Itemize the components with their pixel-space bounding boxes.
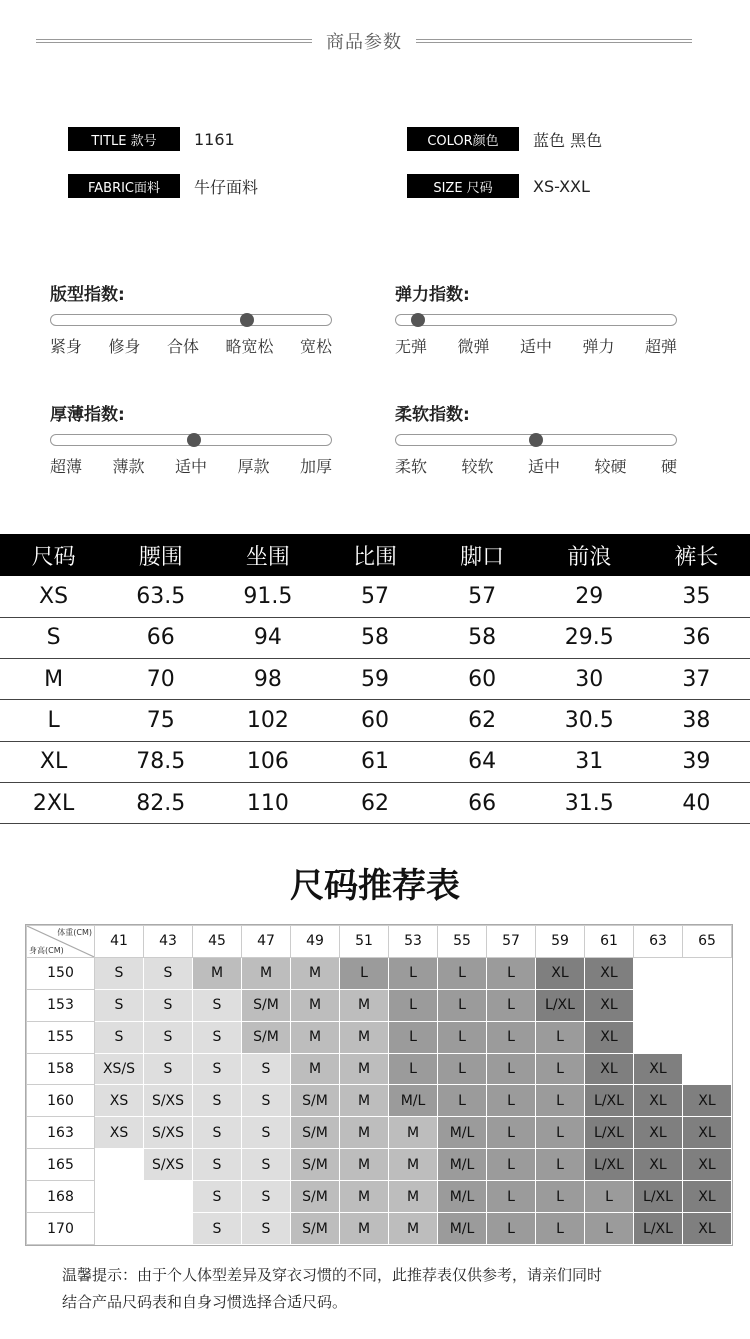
size-suggestion-cell: S	[242, 1213, 291, 1245]
size-suggestion-cell: M/L	[389, 1085, 438, 1117]
weight-header-cell: 65	[683, 926, 732, 958]
size-cell: 60	[321, 700, 428, 741]
size-suggestion-cell: L/XL	[536, 989, 585, 1021]
size-cell: 70	[107, 659, 214, 700]
size-suggestion-cell: S/M	[291, 1149, 340, 1181]
size-suggestion-cell	[634, 989, 683, 1021]
size-suggestion-cell: S	[193, 1085, 242, 1117]
size-suggestion-cell: L	[389, 957, 438, 989]
size-suggestion-cell: L	[536, 1085, 585, 1117]
weight-header-cell: 49	[291, 926, 340, 958]
size-cell: 30	[536, 659, 643, 700]
size-suggestion-cell: S/M	[291, 1117, 340, 1149]
size-suggestion-cell	[95, 1149, 144, 1181]
table-row	[0, 741, 750, 782]
size-header-cell: 坐围	[214, 534, 321, 576]
weight-header-cell: 63	[634, 926, 683, 958]
size-suggestion-cell: S	[193, 1149, 242, 1181]
index-option: 微弹	[457, 337, 490, 356]
index-option: 加厚	[299, 457, 332, 476]
size-suggestion-cell: XS	[95, 1085, 144, 1117]
size-cell: 57	[429, 576, 536, 617]
size-suggestion-cell: L	[487, 1181, 536, 1213]
size-cell: 110	[214, 782, 321, 823]
param-size	[407, 174, 590, 198]
tip-line-2: 结合产品尺码表和自身习惯选择合适尺码。	[62, 1293, 348, 1311]
size-cell: 82.5	[107, 782, 214, 823]
size-suggestion-cell: L/XL	[634, 1181, 683, 1213]
size-suggestion-cell: XL	[585, 989, 634, 1021]
size-cell: 75	[107, 700, 214, 741]
index-label: 弹力指数:	[395, 285, 470, 305]
size-suggestion-cell: M	[340, 1021, 389, 1053]
size-cell: 37	[643, 659, 750, 700]
size-suggestion-cell: M/L	[438, 1213, 487, 1245]
size-suggestion-cell: XL	[683, 1149, 732, 1181]
size-cell: 36	[643, 617, 750, 658]
param-value: 1161	[194, 129, 235, 149]
size-cell: 106	[214, 741, 321, 782]
index-label: 版型指数:	[50, 285, 125, 305]
index-options	[395, 334, 677, 357]
size-suggestion-cell: L	[536, 1021, 585, 1053]
size-suggestion-cell: L	[438, 989, 487, 1021]
size-header-cell: 裤长	[643, 534, 750, 576]
recommend-table-wrapper	[25, 924, 733, 1246]
size-header-cell: 比围	[321, 534, 428, 576]
size-suggestion-cell: M	[291, 1053, 340, 1085]
weight-header-cell: 61	[585, 926, 634, 958]
table-row	[0, 700, 750, 741]
size-suggestion-cell: L	[585, 1181, 634, 1213]
size-suggestion-cell	[144, 1181, 193, 1213]
param-value: 蓝色 黑色	[533, 130, 603, 150]
size-suggestion-cell	[634, 957, 683, 989]
param-style-no	[68, 127, 235, 151]
fit-index	[50, 280, 332, 357]
table-row	[0, 617, 750, 658]
weight-header-cell: 53	[389, 926, 438, 958]
index-option: 厚款	[237, 457, 270, 476]
size-cell: 35	[643, 576, 750, 617]
size-suggestion-cell	[683, 1053, 732, 1085]
size-suggestion-cell: S	[242, 1181, 291, 1213]
size-cell: 29.5	[536, 617, 643, 658]
size-cell: 60	[429, 659, 536, 700]
size-suggestion-cell: L	[340, 957, 389, 989]
size-suggestion-cell: L	[438, 957, 487, 989]
table-row	[27, 1149, 732, 1181]
table-row	[27, 1117, 732, 1149]
size-cell: 61	[321, 741, 428, 782]
height-cell: 163	[27, 1117, 95, 1149]
weight-header-cell: 47	[242, 926, 291, 958]
size-suggestion-cell: L	[487, 1085, 536, 1117]
size-suggestion-cell: L	[438, 1085, 487, 1117]
size-cell: 31	[536, 741, 643, 782]
weight-header-cell: 51	[340, 926, 389, 958]
size-suggestion-cell: M	[389, 1213, 438, 1245]
size-suggestion-cell: S	[144, 1021, 193, 1053]
stretch-index	[395, 280, 677, 357]
section-header	[36, 26, 692, 56]
index-knob	[411, 313, 425, 327]
size-suggestion-cell: L	[487, 1149, 536, 1181]
param-value: XS-XXL	[533, 176, 590, 196]
size-suggestion-cell	[95, 1213, 144, 1245]
size-header-cell: 腰围	[107, 534, 214, 576]
size-suggestion-cell: M	[340, 1181, 389, 1213]
section-title: 商品参数	[326, 32, 402, 53]
tip-line-1: 温馨提示：由于个人体型差异及穿衣习惯的不同，此推荐表仅供参考，请亲们同时	[62, 1266, 603, 1284]
index-option: 薄款	[112, 457, 145, 476]
index-label: 柔软指数:	[395, 405, 470, 425]
height-cell: 168	[27, 1181, 95, 1213]
size-suggestion-cell: XL	[634, 1117, 683, 1149]
index-option: 适中	[527, 457, 560, 476]
size-cell: XL	[0, 741, 107, 782]
recommend-table	[26, 925, 732, 1245]
size-cell: 91.5	[214, 576, 321, 617]
height-cell: 158	[27, 1053, 95, 1085]
size-suggestion-cell: XL	[634, 1149, 683, 1181]
size-suggestion-cell: XL	[683, 1117, 732, 1149]
size-cell: 30.5	[536, 700, 643, 741]
table-row	[0, 782, 750, 823]
size-cell: 98	[214, 659, 321, 700]
size-suggestion-cell: M	[389, 1149, 438, 1181]
size-cell: 78.5	[107, 741, 214, 782]
size-cell: 58	[429, 617, 536, 658]
size-suggestion-cell: S	[193, 1053, 242, 1085]
size-cell: S	[0, 617, 107, 658]
index-knob	[187, 433, 201, 447]
size-suggestion-cell: L	[487, 1053, 536, 1085]
corner-cell	[27, 926, 95, 958]
param-fabric	[68, 174, 258, 198]
index-option: 弹力	[582, 337, 615, 356]
size-cell: L	[0, 700, 107, 741]
index-option: 较软	[461, 457, 494, 476]
table-row	[27, 1021, 732, 1053]
index-option: 超薄	[50, 457, 83, 476]
size-suggestion-cell: L	[536, 1149, 585, 1181]
size-suggestion-cell: XL	[634, 1085, 683, 1117]
size-suggestion-cell: L/XL	[634, 1213, 683, 1245]
size-cell: 94	[214, 617, 321, 658]
size-suggestion-cell: XL	[683, 1181, 732, 1213]
size-suggestion-cell: L	[487, 989, 536, 1021]
param-color	[407, 127, 602, 151]
param-tag: SIZE 尺码	[407, 174, 519, 198]
height-cell: 170	[27, 1213, 95, 1245]
size-suggestion-cell: L	[487, 1213, 536, 1245]
table-row	[27, 1213, 732, 1245]
size-suggestion-cell: S	[242, 1117, 291, 1149]
index-track	[395, 314, 677, 326]
index-option: 合体	[166, 337, 199, 356]
size-suggestion-cell: S	[193, 1021, 242, 1053]
size-cell: M	[0, 659, 107, 700]
header-line-right	[416, 39, 692, 43]
index-knob	[529, 433, 543, 447]
size-suggestion-cell: L	[487, 1117, 536, 1149]
size-header-cell: 脚口	[429, 534, 536, 576]
size-cell: 102	[214, 700, 321, 741]
size-table	[0, 534, 750, 824]
size-suggestion-cell: L	[389, 1021, 438, 1053]
index-option: 硬	[660, 457, 677, 476]
size-cell: 59	[321, 659, 428, 700]
index-track	[395, 434, 677, 446]
size-suggestion-cell: S/XS	[144, 1085, 193, 1117]
size-cell: 57	[321, 576, 428, 617]
size-suggestion-cell	[634, 1021, 683, 1053]
height-cell: 153	[27, 989, 95, 1021]
index-option: 超弹	[644, 337, 677, 356]
size-suggestion-cell: L	[536, 1117, 585, 1149]
weight-header-row	[27, 926, 732, 958]
size-cell: 58	[321, 617, 428, 658]
index-options	[50, 454, 332, 477]
index-option: 紧身	[50, 337, 83, 356]
size-header-cell: 前浪	[536, 534, 643, 576]
index-option: 修身	[108, 337, 141, 356]
size-header-cell: 尺码	[0, 534, 107, 576]
corner-weight-label: 体重(CM)	[57, 928, 92, 937]
index-option: 略宽松	[225, 337, 274, 356]
size-suggestion-cell: S	[242, 1085, 291, 1117]
size-cell: 62	[321, 782, 428, 823]
size-suggestion-cell: L	[536, 1181, 585, 1213]
size-suggestion-cell: S/M	[291, 1213, 340, 1245]
size-suggestion-cell: XL	[634, 1053, 683, 1085]
size-suggestion-cell: M	[242, 957, 291, 989]
index-option: 适中	[174, 457, 207, 476]
height-cell: 150	[27, 957, 95, 989]
height-cell: 165	[27, 1149, 95, 1181]
size-suggestion-cell: M	[291, 1021, 340, 1053]
size-suggestion-cell: S/XS	[144, 1117, 193, 1149]
size-suggestion-cell	[95, 1181, 144, 1213]
recommend-title: 尺码推荐表	[290, 866, 460, 906]
param-value: 牛仔面料	[194, 177, 259, 197]
size-suggestion-cell: XL	[585, 957, 634, 989]
size-suggestion-cell: S	[144, 989, 193, 1021]
size-suggestion-cell: S	[95, 1021, 144, 1053]
size-cell: XS	[0, 576, 107, 617]
param-tag: TITLE 款号	[68, 127, 180, 151]
weight-header-cell: 45	[193, 926, 242, 958]
size-cell: 2XL	[0, 782, 107, 823]
size-suggestion-cell: M	[389, 1117, 438, 1149]
weight-header-cell: 43	[144, 926, 193, 958]
table-row	[27, 1181, 732, 1213]
table-row	[27, 1085, 732, 1117]
size-suggestion-cell: L	[389, 989, 438, 1021]
index-option: 无弹	[395, 337, 428, 356]
size-suggestion-cell: L/XL	[585, 1085, 634, 1117]
size-cell: 40	[643, 782, 750, 823]
size-table-body	[0, 576, 750, 824]
size-suggestion-cell: XL	[683, 1213, 732, 1245]
size-suggestion-cell: S	[242, 1053, 291, 1085]
index-option: 柔软	[395, 457, 428, 476]
size-cell: 31.5	[536, 782, 643, 823]
size-suggestion-cell: S/M	[291, 1181, 340, 1213]
size-cell: 64	[429, 741, 536, 782]
size-suggestion-cell: M	[340, 989, 389, 1021]
size-suggestion-cell: S	[193, 1181, 242, 1213]
size-suggestion-cell: M	[340, 1117, 389, 1149]
height-cell: 160	[27, 1085, 95, 1117]
size-suggestion-cell: S/M	[242, 989, 291, 1021]
param-tag: FABRIC面料	[68, 174, 180, 198]
size-cell: 62	[429, 700, 536, 741]
size-suggestion-cell: M	[340, 1053, 389, 1085]
size-suggestion-cell: M	[291, 957, 340, 989]
softness-index	[395, 400, 677, 477]
size-cell: 39	[643, 741, 750, 782]
size-suggestion-cell: M	[340, 1149, 389, 1181]
size-suggestion-cell: M	[291, 989, 340, 1021]
size-suggestion-cell	[683, 1021, 732, 1053]
size-suggestion-cell: L	[585, 1213, 634, 1245]
index-option: 宽松	[299, 337, 332, 356]
size-suggestion-cell: S/XS	[144, 1149, 193, 1181]
index-option: 较硬	[594, 457, 627, 476]
tip-note	[62, 1262, 712, 1316]
size-cell: 38	[643, 700, 750, 741]
size-cell: 66	[107, 617, 214, 658]
size-suggestion-cell: M	[193, 957, 242, 989]
size-suggestion-cell: M/L	[438, 1149, 487, 1181]
size-suggestion-cell: S	[95, 989, 144, 1021]
size-suggestion-cell: XL	[585, 1021, 634, 1053]
size-cell: 29	[536, 576, 643, 617]
size-suggestion-cell: L/XL	[585, 1149, 634, 1181]
size-suggestion-cell: L/XL	[585, 1117, 634, 1149]
size-table-header	[0, 534, 750, 576]
weight-header-cell: 57	[487, 926, 536, 958]
size-suggestion-cell: M	[340, 1213, 389, 1245]
size-suggestion-cell: L	[389, 1053, 438, 1085]
index-track	[50, 434, 332, 446]
size-suggestion-cell: S	[193, 1117, 242, 1149]
index-options	[395, 454, 677, 477]
size-suggestion-cell: M	[389, 1181, 438, 1213]
size-suggestion-cell: XL	[536, 957, 585, 989]
index-track	[50, 314, 332, 326]
weight-header-cell: 59	[536, 926, 585, 958]
param-tag: COLOR颜色	[407, 127, 519, 151]
size-suggestion-cell: M/L	[438, 1117, 487, 1149]
size-suggestion-cell: M	[340, 1085, 389, 1117]
size-suggestion-cell: S	[144, 1053, 193, 1085]
height-cell: 155	[27, 1021, 95, 1053]
index-knob	[240, 313, 254, 327]
size-suggestion-cell: XS/S	[95, 1053, 144, 1085]
weight-header-cell: 55	[438, 926, 487, 958]
size-suggestion-cell: S/M	[291, 1085, 340, 1117]
size-suggestion-cell: XL	[683, 1085, 732, 1117]
size-suggestion-cell: S	[193, 1213, 242, 1245]
size-suggestion-cell: L	[487, 957, 536, 989]
size-suggestion-cell: S	[193, 989, 242, 1021]
table-row	[0, 576, 750, 617]
size-suggestion-cell: L	[438, 1021, 487, 1053]
table-row	[0, 659, 750, 700]
size-suggestion-cell: L	[536, 1053, 585, 1085]
index-option: 适中	[519, 337, 552, 356]
header-line-left	[36, 39, 312, 43]
size-suggestion-cell: S/M	[242, 1021, 291, 1053]
size-cell: 66	[429, 782, 536, 823]
size-suggestion-cell: L	[536, 1213, 585, 1245]
size-suggestion-cell: S	[95, 957, 144, 989]
table-row	[27, 1053, 732, 1085]
size-suggestion-cell: S	[144, 957, 193, 989]
index-label: 厚薄指数:	[50, 405, 125, 425]
size-suggestion-cell: M/L	[438, 1181, 487, 1213]
thickness-index	[50, 400, 332, 477]
table-row	[27, 989, 732, 1021]
size-suggestion-cell: XL	[585, 1053, 634, 1085]
size-suggestion-cell: S	[242, 1149, 291, 1181]
size-suggestion-cell: L	[438, 1053, 487, 1085]
weight-header-cell: 41	[95, 926, 144, 958]
size-suggestion-cell: XS	[95, 1117, 144, 1149]
size-suggestion-cell: L	[487, 1021, 536, 1053]
corner-height-label: 身高(CM)	[29, 945, 64, 955]
size-suggestion-cell	[683, 989, 732, 1021]
size-suggestion-cell	[144, 1213, 193, 1245]
index-options	[50, 334, 332, 357]
table-row	[27, 957, 732, 989]
size-suggestion-cell	[683, 957, 732, 989]
size-cell: 63.5	[107, 576, 214, 617]
